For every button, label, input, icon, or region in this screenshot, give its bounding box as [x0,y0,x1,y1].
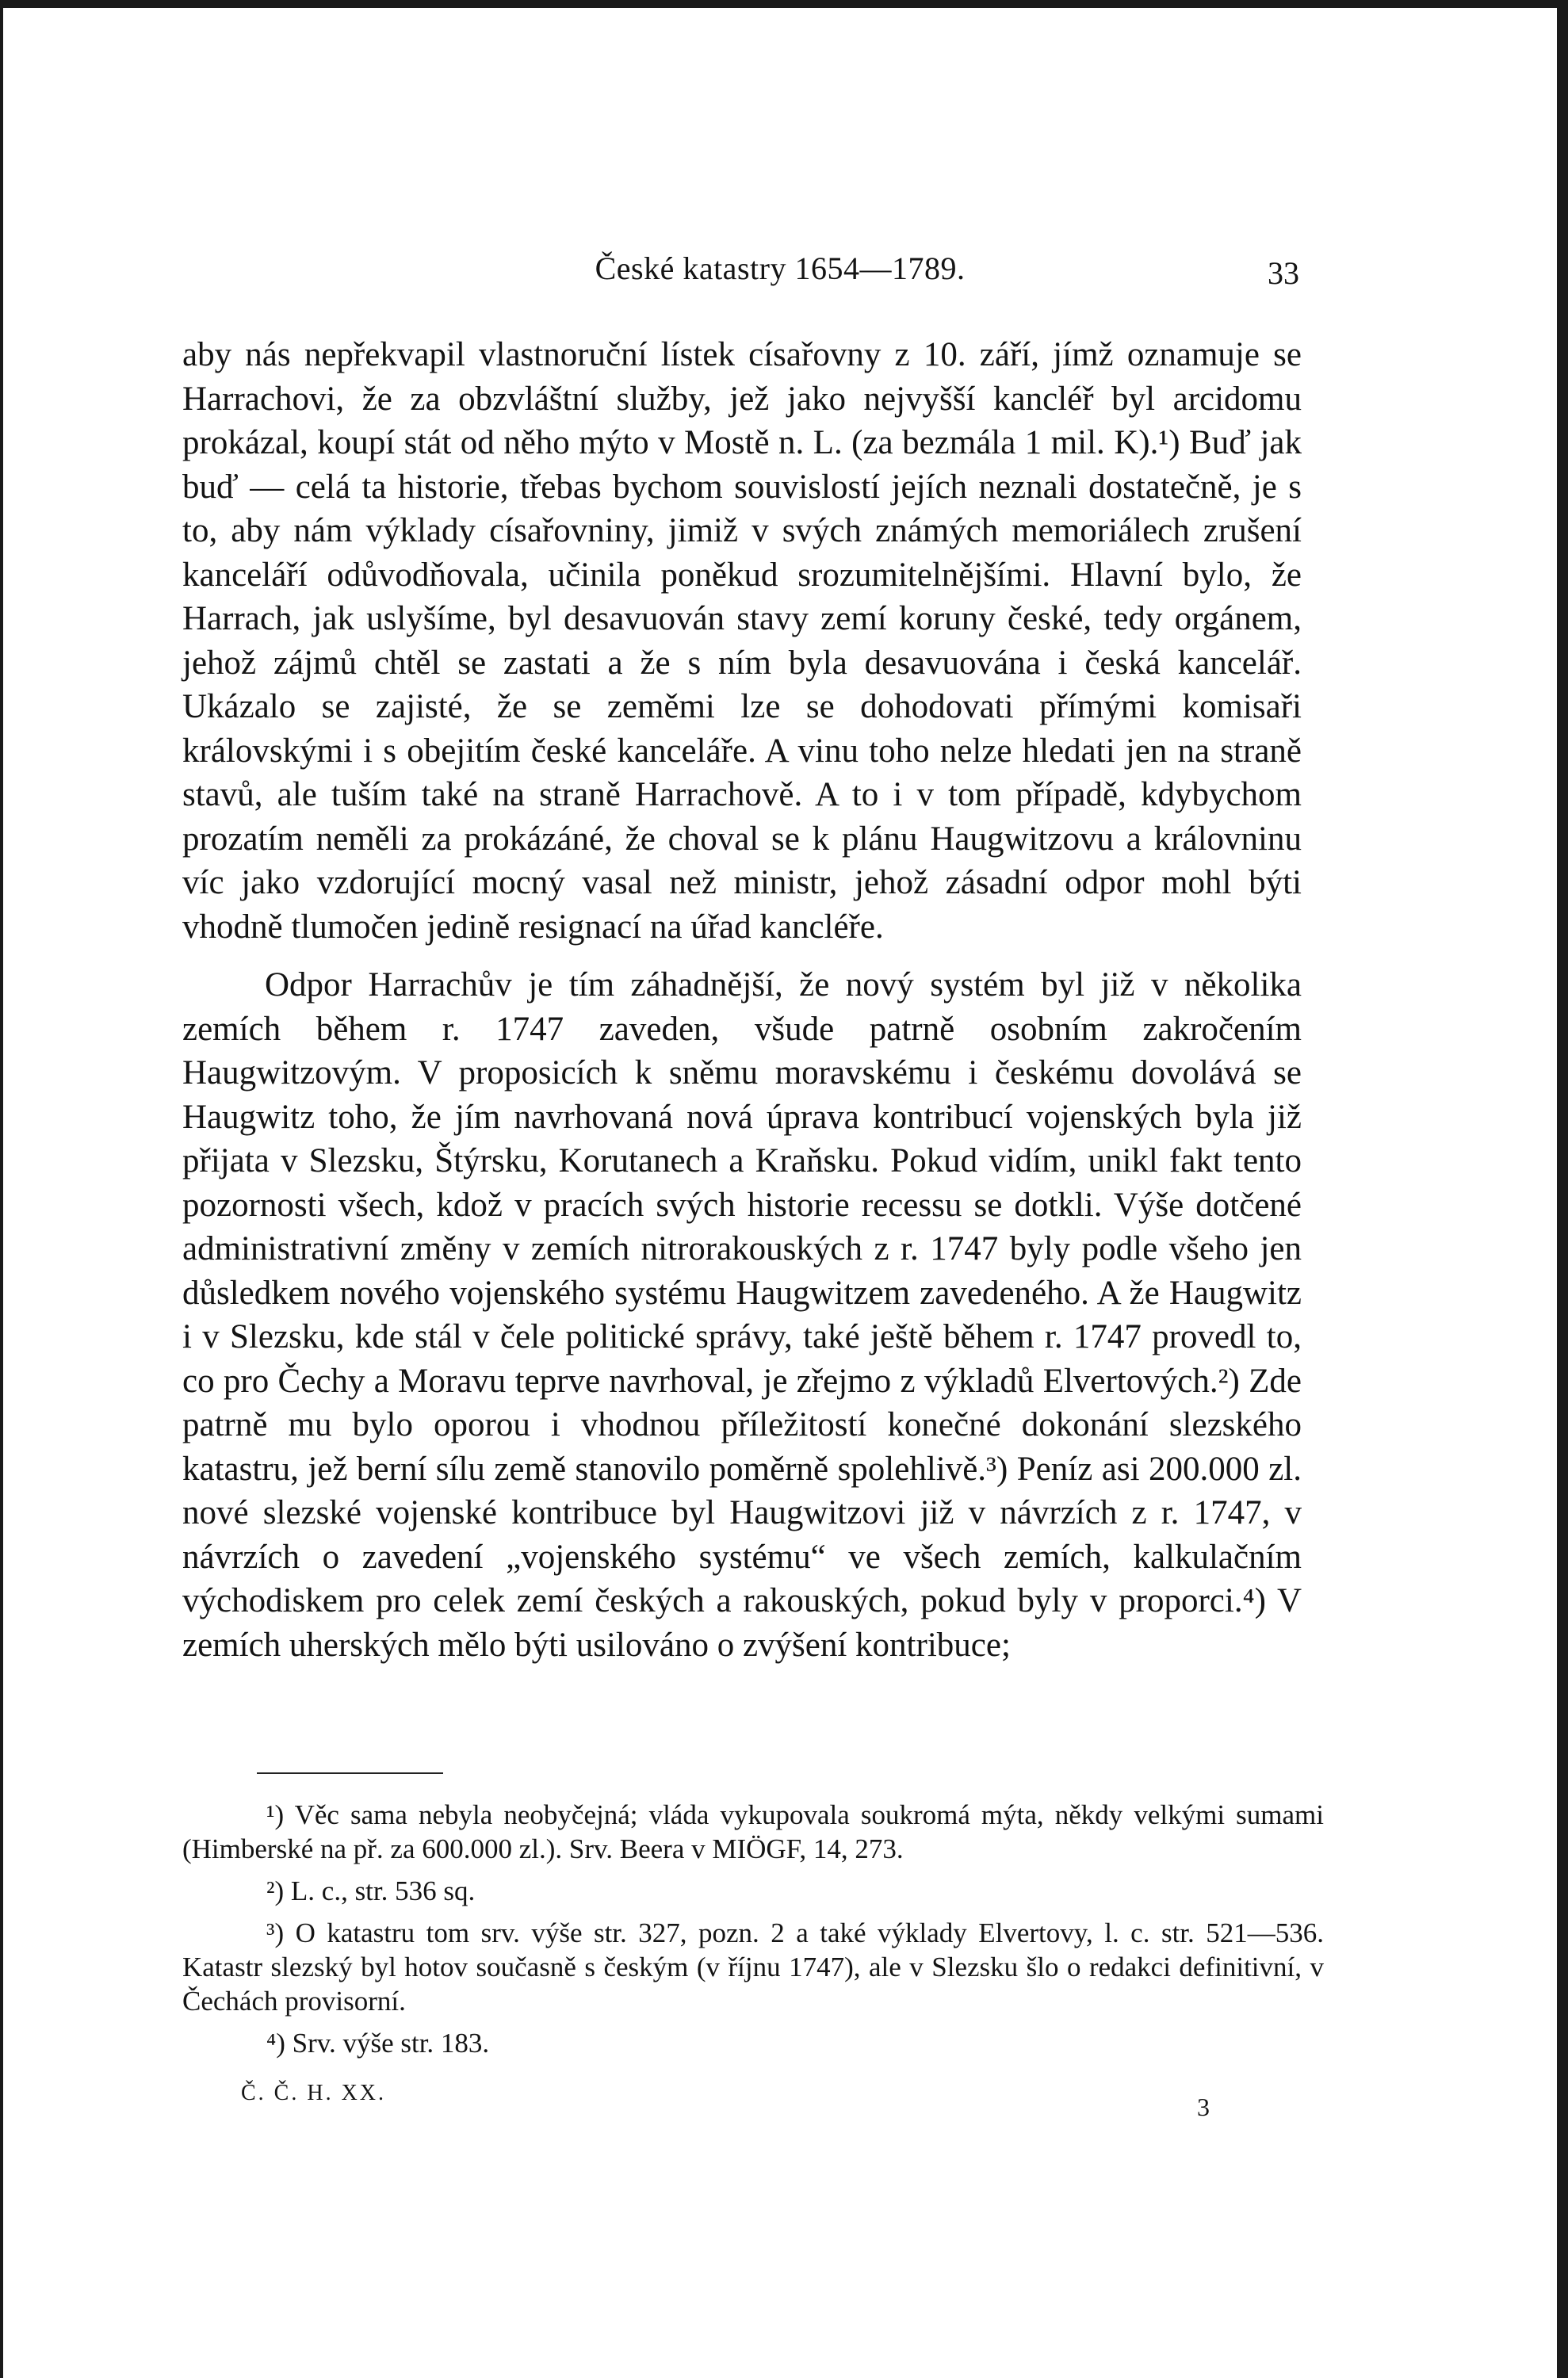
document-page [3,8,1557,2378]
sheet-number: 3 [1197,2093,1210,2121]
footnote-3: ³) O katastru tom srv. výše str. 327, pozn. 2 a také výklady Elvertovy, l. c. str. 521—536. Katastr slezský byl hotov současně s českým (v říjnu 1747), ale v Slezsku šlo o redakci definitivní, v Čechách provisorní. [182,1917,1324,2017]
paragraph-1: aby nás nepřekvapil vlastnoruční lístek císařovny z 10. září, jímž oznamuje se Harrachovi, že za obzvláštní služby, jež jako nejvyšší kancléř byl arcidomu prokázal, koupí stát od něho mýto v Mostě n. L. (za bezmála 1 mil. K).¹) Buď jak buď — celá ta historie, třebas bychom souvislostí jejích neznali dostatečně, je s to, aby nám výklady císařovniny, jimiž v svých známých memoriálech zrušení kanceláří odůvodňovala, učinila poněkud srozumitelnějšími. Hlavní bylo, že Harrach, jak uslyšíme, byl desavuován stavy zemí koruny české, tedy orgánem, jehož zájmů chtěl se zastati a že s ním byla desavuována i česká kancelář. Ukázalo se zajisté, že se zeměmi lze se dohodovati přímými komisaři královskými i s obejitím české kanceláře. A vinu toho nelze hledati jen na straně stavů, ale tuším také na straně Harrachově. A to i v tom případě, kdybychom prozatím neměli za prokázáné, že choval se k plánu Haugwitzovu a královninu víc jako vzdorující mocný vasal než ministr, jehož zásadní odpor mohl býti vhodně tlumočen jedině resignací na úřad kancléře. [182,336,1302,946]
running-title: České katastry 1654—1789. [595,250,966,286]
running-head [3,250,1557,289]
paragraph-2: Odpor Harrachův je tím záhadnější, že nový systém byl již v několika zemích během r. 1747 zaveden, všude patrně osobním zakročením Haugwitzovým. V proposicích k sněmu moravskému i českému dovolává se Haugwitz toho, že jím navrhovaná nová úprava kontribucí vojenských byla již přijata v Slezsku, Štýrsku, Korutanech a Kraňsku. Pokud vidím, unikl fakt tento pozornosti všech, kdož v pracích svých historie recessu se dotkli. Výše dotčené administrativní změny v zemích nitrorakouských z r. 1747 byly podle všeho jen důsledkem nového vojenského systému Haugwitzem zavedeného. A že Haugwitz i v Slezsku, kde stál v čele politické správy, také ještě během r. 1747 provedl to, co pro Čechy a Moravu teprve navrhoval, je zřejmo z výkladů Elvertových.²) Zde patrně mu bylo oporou i vhodnou příležitostí konečné dokonání slezského katastru, jež berní sílu země stanovilo poměrně spolehlivě.³) Peníz asi 200.000 zl. nové slezské vojenské kontribuce byl Haugwitzovi již v návrzích z r. 1747, v návrzích o zavedení „vojenského systému“ ve všech zemích, kalkulačním východiskem pro celek zemí českých a rakouských, pokud byly v proporci.⁴) V zemích uherských mělo býti usilováno o zvýšení kontribuce; [182,966,1302,1664]
body-text [182,333,1302,1667]
footnote-1: ¹) Věc sama nebyla neobyčejná; vláda vykupovala soukromá mýta, někdy velkými sumami (Himberské na př. za 600.000 zl.). Srv. Beera v MIÖGF, 14, 273. [182,1799,1324,1864]
footnotes [182,1798,1324,2068]
page-number: 33 [1268,255,1299,291]
footnote-separator [257,1772,443,1774]
footnote-2: ²) L. c., str. 536 sq. [266,1875,476,1906]
footnote-4: ⁴) Srv. výše str. 183. [266,2028,490,2059]
sheet-signature: Č. Č. H. XX. [241,2081,387,2105]
